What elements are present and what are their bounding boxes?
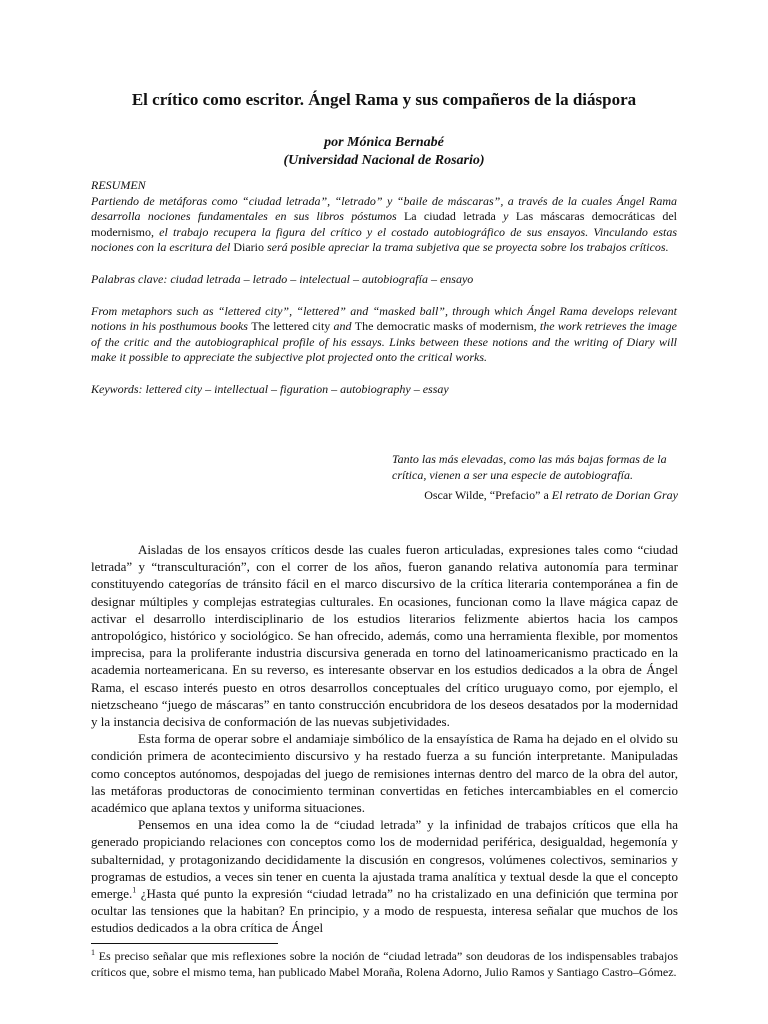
paragraph-segment: ¿Hasta qué punto la expresión “ciudad letrada” no ha cristalizado en una definición que termina por ocultar las tensiones que la habitan? En principio, y a modo de respuesta, interesa señalar que muchos de los estudios dedicados a la obra crítica de Ángel	[91, 886, 678, 936]
resumen-segment: y	[503, 209, 509, 224]
abstract-segment: the work retrieves the image of the critic and the autobiographical profile of his essays. Links between these notions and the writing of Diary will make it possible to appreciate the subjective plot projected onto the critical works.	[91, 319, 678, 365]
body-text	[91, 541, 678, 937]
book-title: La ciudad letrada	[403, 209, 496, 224]
footnote-reference[interactable]: 1	[132, 885, 137, 895]
byline	[90, 134, 678, 170]
book-title: The lettered city	[251, 319, 331, 334]
epigraph-quote: Tanto las más elevadas, como las más bajas formas de la crítica, vienen a ser una especie de autobiografía.	[392, 452, 667, 482]
epigraph-work: El retrato de Dorian Gray	[551, 488, 678, 502]
epigraph-author: Oscar Wilde, “Prefacio” a	[424, 488, 549, 502]
footnote-marker: 1	[91, 948, 95, 957]
book-title: Diario	[233, 240, 264, 255]
book-title: Las máscaras democráticas del modernismo	[91, 209, 677, 239]
resumen-text	[91, 194, 677, 256]
footnote	[91, 948, 678, 980]
english-abstract	[91, 304, 677, 366]
palabras-clave: Palabras clave: ciudad letrada – letrado – intelectual – autobiografía – ensayo	[91, 271, 474, 286]
resumen-segment: Partiendo de metáforas como “ciudad letrada”, “letrado” y “baile de máscaras”, a través de la cuales Ángel Rama desarrolla nociones fundamentales en sus libros póstumos	[91, 193, 677, 224]
resumen-block	[91, 178, 677, 256]
resumen-segment: será posible apreciar la trama subjetiva que se proyecta sobre los trabajos críticos.	[266, 240, 669, 255]
footnote-text: Es preciso señalar que mis reflexiones sobre la noción de “ciudad letrada” son deudoras de los indispensables trabajos críticos que, sobre el mismo tema, han publicado Mabel Moraña, Rolena Adorno, Julio Ramos y Santiago Castro–Gómez.	[91, 949, 678, 979]
paragraph-segment: Pensemos en una idea como la de “ciudad letrada” y la infinidad de trabajos críticos que ella ha generado propiciando relaciones con conceptos como los de modernidad periférica, desigualdad, hegemonía y subalternidad, y protagonizando decididamente la discusión en congresos, volúmenes colectivos, seminarios y programas de estudios, a veces sin tener en cuenta la ajustada trama analítica y textual desde la que el concepto emerge.	[91, 817, 678, 902]
resumen-heading: RESUMEN	[91, 178, 146, 192]
paper-title: El crítico como escritor. Ángel Rama y sus compañeros de la diáspora	[131, 90, 637, 109]
abstract-segment: From metaphors such as “lettered city”, “lettered” and “masked ball”, through which Ángel Rama develops relevant notions in his posthumous books	[91, 303, 677, 334]
paragraph: Esta forma de operar sobre el andamiaje simbólico de la ensayística de Rama ha dejado en el olvido su condición primera de acontecimiento discursivo y ha restado fuerza a su función interpretante. Manipuladas como conceptos autónomos, despojadas del juego de remisiones internas dentro del marco de la obra del autor, las metáforas productoras de conocimiento terminan convertidas en fetiches intercambiables en el comercio académico que aplana textos y uniforma situaciones.	[91, 731, 678, 816]
footnote-divider	[91, 943, 278, 944]
paragraph: Aisladas de los ensayos críticos desde las cuales fueron articuladas, expresiones tales como “ciudad letrada” y “transculturación”, con el correr de los años, fueron ganando relativa autonomía para terminar constituyendo categorías de tránsito fácil en el marco discursivo de la crítica literaria contemporánea a fin de designar múltiples y complejas estrategias culturales. En ocasiones, funcionan como la llave mágica capaz de activar el desarrollo interdisciplinario de los estudios literarios felizmente abiertos hacia los campos antropológico, histórico y sociológico. Se han ofrecido, además, como una herramienta flexible, por momentos imprecisa, para la proliferante industria discursiva generada en torno del latinoamericanismo practicado en la academia norteamericana. En su reverso, es interesante observar en los estudios dedicados a la obra de Ángel Rama, el escaso interés puesto en otros desarrollos conceptuales del crítico uruguayo como, por ejemplo, el nietzscheano “juego de máscaras” en tanto construcción encubridora de los deseos desatados por la modernidad y la instancia decisiva de conformación de las nuevas subjetividades.	[91, 542, 678, 730]
keywords: Keywords: lettered city – intellectual – figuration – autobiography – essay	[91, 381, 449, 396]
author-affiliation: (Universidad Nacional de Rosario)	[283, 153, 485, 168]
author-name: por Mónica Bernabé	[324, 135, 444, 150]
book-title: The democratic masks of modernism,	[354, 319, 537, 334]
epigraph-attribution	[392, 487, 678, 503]
epigraph	[392, 451, 678, 503]
paragraph	[91, 816, 678, 936]
abstract-segment: and	[333, 319, 352, 334]
resumen-segment: , el trabajo recupera la figura del crítico y el costado autobiográfico de sus ensayos. Vinculando estas nociones con la escritura del	[91, 224, 677, 255]
abstract-section	[91, 178, 677, 398]
